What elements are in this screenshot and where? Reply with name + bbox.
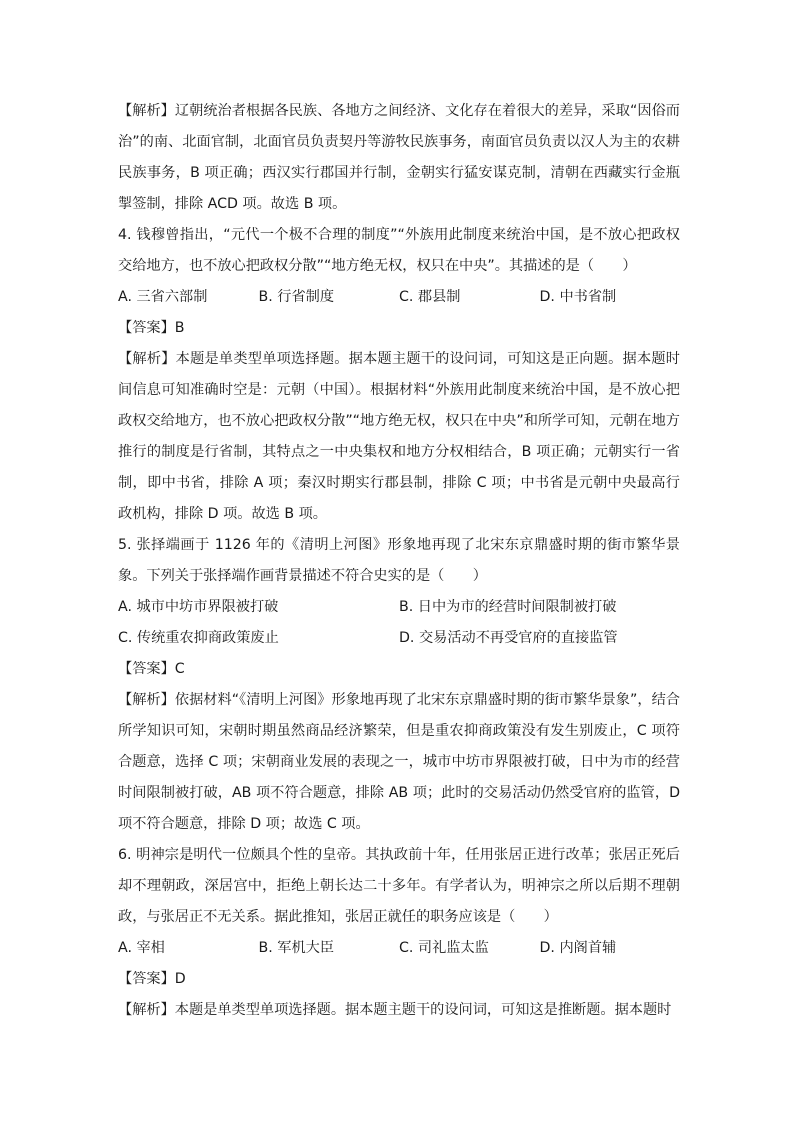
option-d: D. 内阁首辅: [539, 940, 617, 956]
option-b: B. 军机大臣: [258, 940, 335, 956]
options-q4: [118, 282, 680, 313]
option-d: D. 交易活动不再受官府的直接监管: [399, 630, 618, 646]
option-b: B. 日中为市的经营时间限制被打破: [399, 599, 617, 615]
options-q6: [118, 933, 680, 964]
options-q5-row2: [118, 623, 680, 654]
explanation-q3: 【解析】辽朝统治者根据各民族、各地方之间经济、文化存在着很大的差异，采取“因俗而治”的南、北面官制，北面官员负责契丹等游牧民族事务，南面官员负责以汉人为主的农耕民族事务，B 项正确；西汉实行郡国并行制，金朝实行猛安谋克制，清朝在西藏实行金瓶掣签制，排除 ACD 项。故选 B 项。: [118, 103, 680, 212]
answer-q4: 【答案】B: [118, 320, 185, 336]
option-c: C. 司礼监太监: [399, 940, 489, 956]
question-4: 4. 钱穆曾指出，“元代一个极不合理的制度”“外族用此制度来统治中国，是不放心把政权交给地方，也不放心把政权分散”“地方绝无权，权只在中央”。其描述的是（ ）: [118, 227, 680, 274]
explanation-q4: 【解析】本题是单类型单项选择题。据本题主题干的设问词，可知这是正向题。据本题时间信息可知准确时空是：元朝（中国）。根据材料“外族用此制度来统治中国，是不放心把政权交给地方，也不放心把政权分散”“地方绝无权，权只在中央”和所学可知，元朝在地方推行的制度是行省制，其特点之一中央集权和地方分权相结合，B 项正确；元朝实行一省制，即中书省，排除 A 项；秦汉时期实行郡县制，排除 C 项；中书省是元朝中央最高行政机构，排除 D 项。故选 B 项。: [118, 351, 680, 522]
option-a: A. 宰相: [118, 940, 165, 956]
option-a: A. 三省六部制: [118, 289, 208, 305]
option-b: B. 行省制度: [258, 289, 335, 305]
answer-q6: 【答案】D: [118, 971, 186, 987]
option-d: D. 中书省制: [539, 289, 617, 305]
answer-q5: 【答案】C: [118, 661, 185, 677]
option-c: C. 郡县制: [399, 289, 461, 305]
option-a: A. 城市中坊市界限被打破: [118, 599, 279, 615]
option-c: C. 传统重农抑商政策废止: [118, 630, 279, 646]
question-5: 5. 张择端画于 1126 年的《清明上河图》形象地再现了北宋东京鼎盛时期的街市繁华景象。下列关于张择端作画背景描述不符合史实的是（ ）: [118, 537, 680, 584]
document-page: [118, 96, 680, 1026]
explanation-q5: 【解析】依据材料“《清明上河图》形象地再现了北宋东京鼎盛时期的街市繁华景象”，结合所学知识可知，宋朝时期虽然商品经济繁荣，但是重农抑商政策没有发生别废止，C 项符合题意，选择 C 项；宋朝商业发展的表现之一，城市中坊市界限被打破，日中为市的经营时间限制被打破，AB 项不符合题意，排除 AB 项；此时的交易活动仍然受官府的监管，D 项不符合题意，排除 D 项；故选 C 项。: [118, 692, 680, 832]
question-6: 6. 明神宗是明代一位颇具个性的皇帝。其执政前十年，任用张居正进行改革；张居正死后却不理朝政，深居宫中，拒绝上朝长达二十多年。有学者认为，明神宗之所以后期不理朝政，与张居正不无关系。据此推知，张居正就任的职务应该是（ ）: [118, 847, 680, 925]
options-q5-row1: [118, 592, 680, 623]
explanation-q6: 【解析】本题是单类型单项选择题。据本题主题干的设问词，可知这是推断题。据本题时: [118, 1002, 672, 1018]
